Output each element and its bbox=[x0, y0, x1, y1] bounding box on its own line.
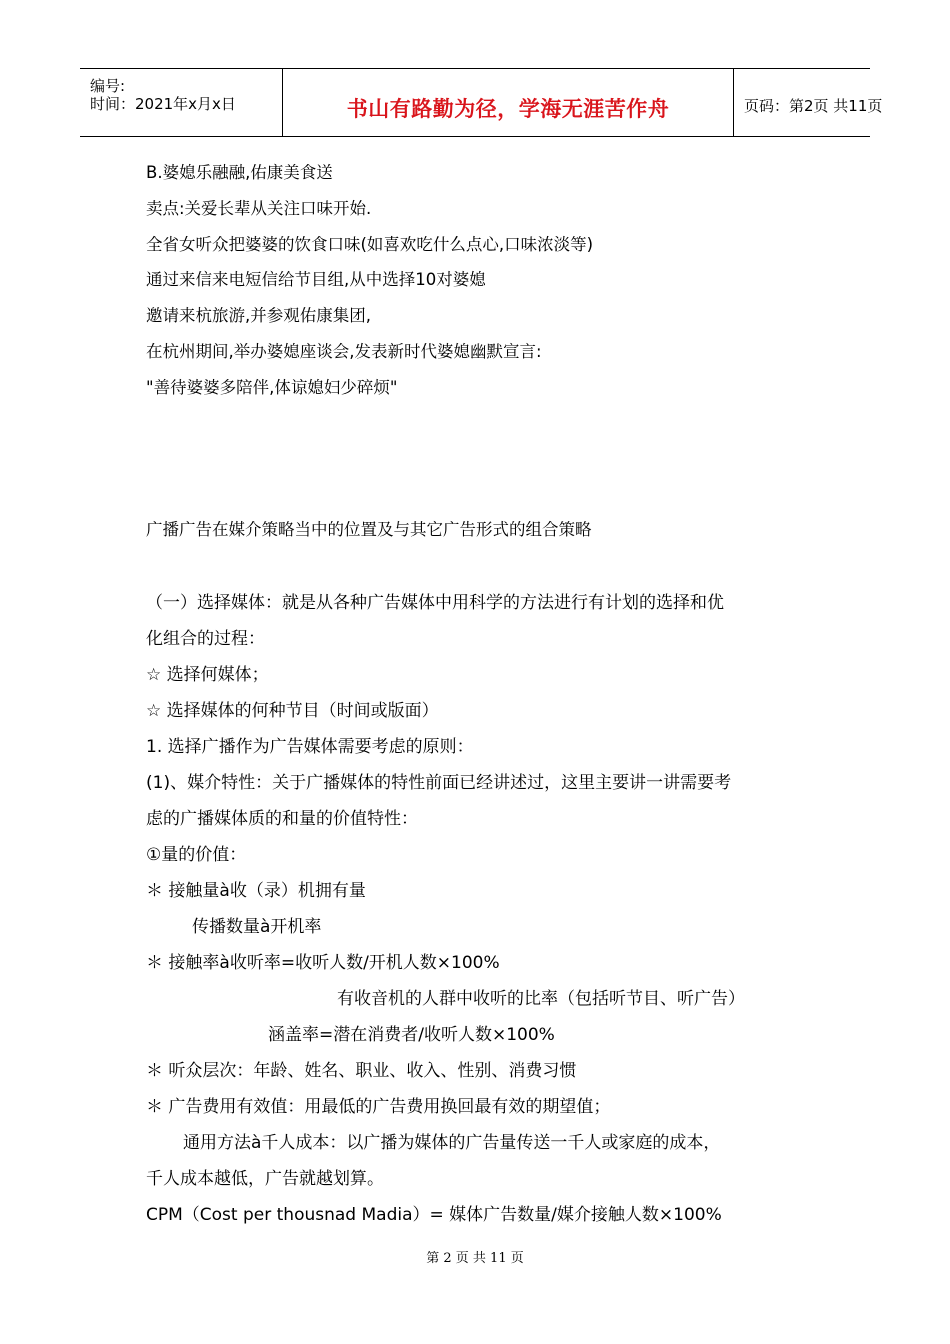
section-heading: 广播广告在媒介策略当中的位置及与其它广告形式的组合策略 bbox=[146, 520, 592, 539]
text-line: ☆ 选择何媒体； bbox=[146, 665, 269, 685]
text-line: 1. 选择广播作为广告媒体需要考虑的原则： bbox=[146, 737, 474, 757]
page-info: 页码：第2页 共11页 bbox=[744, 97, 883, 115]
serial-label: 编号: bbox=[90, 77, 126, 95]
text-line: (1)、媒介特性：关于广播媒体的特性前面已经讲述过，这里主要讲一讲需要考 bbox=[146, 773, 732, 793]
text-line: "善待婆婆多陪伴,体谅媳妇少碎烦" bbox=[146, 378, 398, 397]
text-line: 千人成本越低，广告就越划算。 bbox=[146, 1169, 384, 1189]
date-line: 时间：2021年x月x日 bbox=[90, 95, 236, 113]
text-line: ＊ 接触率à收听率=收听人数/开机人数×100% bbox=[146, 953, 500, 973]
header-meta-cell bbox=[80, 69, 283, 136]
text-line: 通过来信来电短信给节目组,从中选择10对婆媳 bbox=[146, 270, 486, 289]
header-motto-cell bbox=[283, 69, 734, 136]
text-line: （一）选择媒体：就是从各种广告媒体中用科学的方法进行有计划的选择和优 bbox=[146, 593, 724, 613]
text-line: ☆ 选择媒体的何种节目（时间或版面） bbox=[146, 701, 439, 721]
text-line: 在杭州期间,举办婆媳座谈会,发表新时代婆媳幽默宣言: bbox=[146, 342, 542, 361]
header-page-cell bbox=[734, 69, 883, 136]
text-line: 全省女听众把婆婆的饮食口味(如喜欢吃什么点心,口味浓淡等) bbox=[146, 235, 594, 254]
text-line: 有收音机的人群中收听的比率（包括听节目、听广告） bbox=[337, 989, 745, 1009]
motto-text: 书山有路勤为径，学海无涯苦作舟 bbox=[346, 96, 670, 121]
text-line: B.婆媳乐融融,佑康美食送 bbox=[146, 163, 333, 182]
text-line: 化组合的过程： bbox=[146, 629, 265, 649]
text-line: 虑的广播媒体质的和量的价值特性： bbox=[146, 809, 418, 829]
text-line: CPM（Cost per thousnad Madia）= 媒体广告数量/媒介接触人数×100% bbox=[146, 1205, 722, 1225]
text-line: 邀请来杭旅游,并参观佑康集团, bbox=[146, 306, 371, 325]
page-header bbox=[80, 68, 883, 137]
text-line: ＊ 接触量à收（录）机拥有量 bbox=[146, 881, 366, 901]
text-line: ＊ 听众层次：年龄、姓名、职业、收入、性别、消费习惯 bbox=[146, 1061, 577, 1081]
page-footer: 第 2 页 共 11 页 bbox=[426, 1251, 524, 1266]
text-line: ＊ 广告费用有效值：用最低的广告费用换回最有效的期望值； bbox=[146, 1097, 611, 1117]
text-line: 通用方法à千人成本：以广播为媒体的广告量传送一千人或家庭的成本， bbox=[183, 1133, 721, 1153]
text-line: 卖点:关爱长辈从关注口味开始. bbox=[146, 199, 372, 218]
text-line: ①量的价值： bbox=[146, 845, 247, 865]
text-line: 涵盖率=潜在消费者/收听人数×100% bbox=[268, 1025, 555, 1045]
text-line: 传播数量à开机率 bbox=[192, 917, 322, 937]
